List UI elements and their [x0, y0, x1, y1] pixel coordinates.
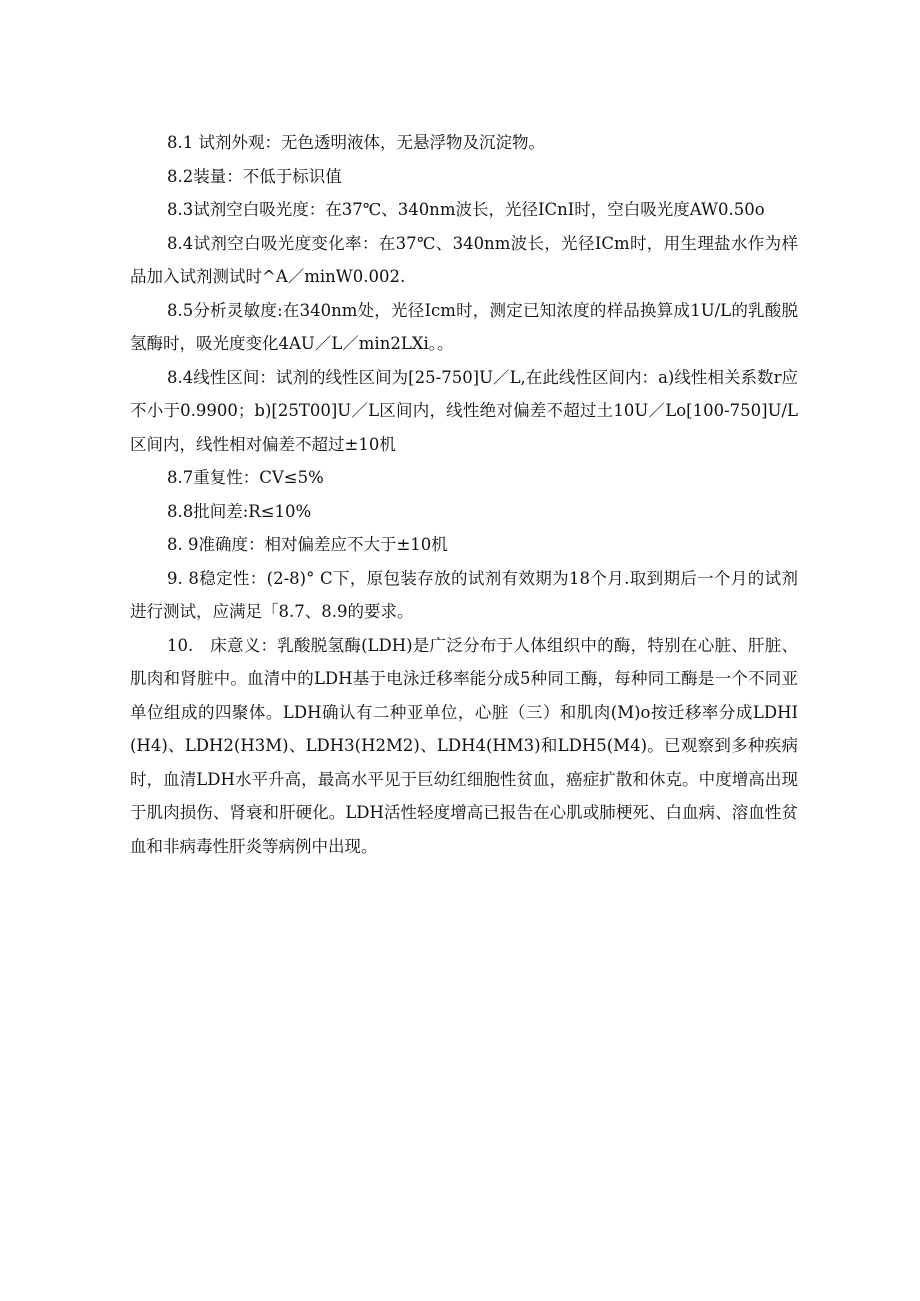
- paragraph-8-7: 8.7重复性：CV≤5%: [167, 468, 324, 487]
- paragraph-8-4-absorbance-rate: 8.4试剂空白吸光度变化率：在37℃、340nm波长，光径ICm时，用生理盐水作为样品加入试剂测试时^A／minW0.002.: [130, 233, 798, 286]
- paragraph-8-8: 8.8批间差:R≤10%: [167, 501, 312, 521]
- paragraph-8-4-linear-range: 8.4线性区间：试剂的线性区间为[25-750]U／L,在此线性区间内：a)线性相关系数r应不小于0.9900；b)[25T00]U／L区间内，线性绝对偏差不超过土10U／Lo[100-750]U/L区间内，线性相对偏差不超过±10机: [130, 367, 798, 454]
- paragraph-8-5: 8.5分析灵敏度:在340nm处，光径Icm时，测定已知浓度的样品换算成1U/L的乳酸脱氢酶时，吸光度变化4AU／L／min2LXi。。: [130, 300, 798, 353]
- paragraph-8-1: 8.1 试剂外观：无色透明液体，无悬浮物及沉淀物。: [167, 133, 545, 152]
- paragraph-8-9: 8. 9准确度：相对偏差应不大于±10机: [167, 535, 448, 554]
- paragraph-8-2: 8.2装量：不低于标识值: [167, 166, 342, 186]
- paragraph-9-8: 9. 8稳定性：(2-8)° C下，原包装存放的试剂有效期为18个月.取到期后一个月的试剂进行测试，应满足「8.7、8.9的要求。: [130, 568, 798, 621]
- paragraph-8-3: 8.3试剂空白吸光度：在37℃、340nm波长，光径ICnI时，空白吸光度AW0.50o: [167, 200, 765, 219]
- document-body: [130, 126, 798, 863]
- paragraph-10-clinical-significance: 10. 床意义：乳酸脱氢酶(LDH)是广泛分布于人体组织中的酶，特别在心脏、肝脏、肌肉和肾脏中。血清中的LDH基于电泳迁移率能分成5种同工酶，每种同工酶是一个不同亚单位组成的四聚体。LDH确认有二种亚单位，心脏（三）和肌肉(M)o按迁移率分成LDHI(H4)、LDH2(H3M)、LDH3(H2M2)、LDH4(HM3)和LDH5(M4)。已观察到多种疾病时，血清LDH水平升高，最高水平见于巨幼红细胞性贫血，癌症扩散和休克。中度增高出现于肌肉损伤、肾衰和肝硬化。LDH活性轻度增高已报告在心肌或肺梗死、白血病、溶血性贫血和非病毒性肝炎等病例中出现。: [130, 635, 798, 856]
